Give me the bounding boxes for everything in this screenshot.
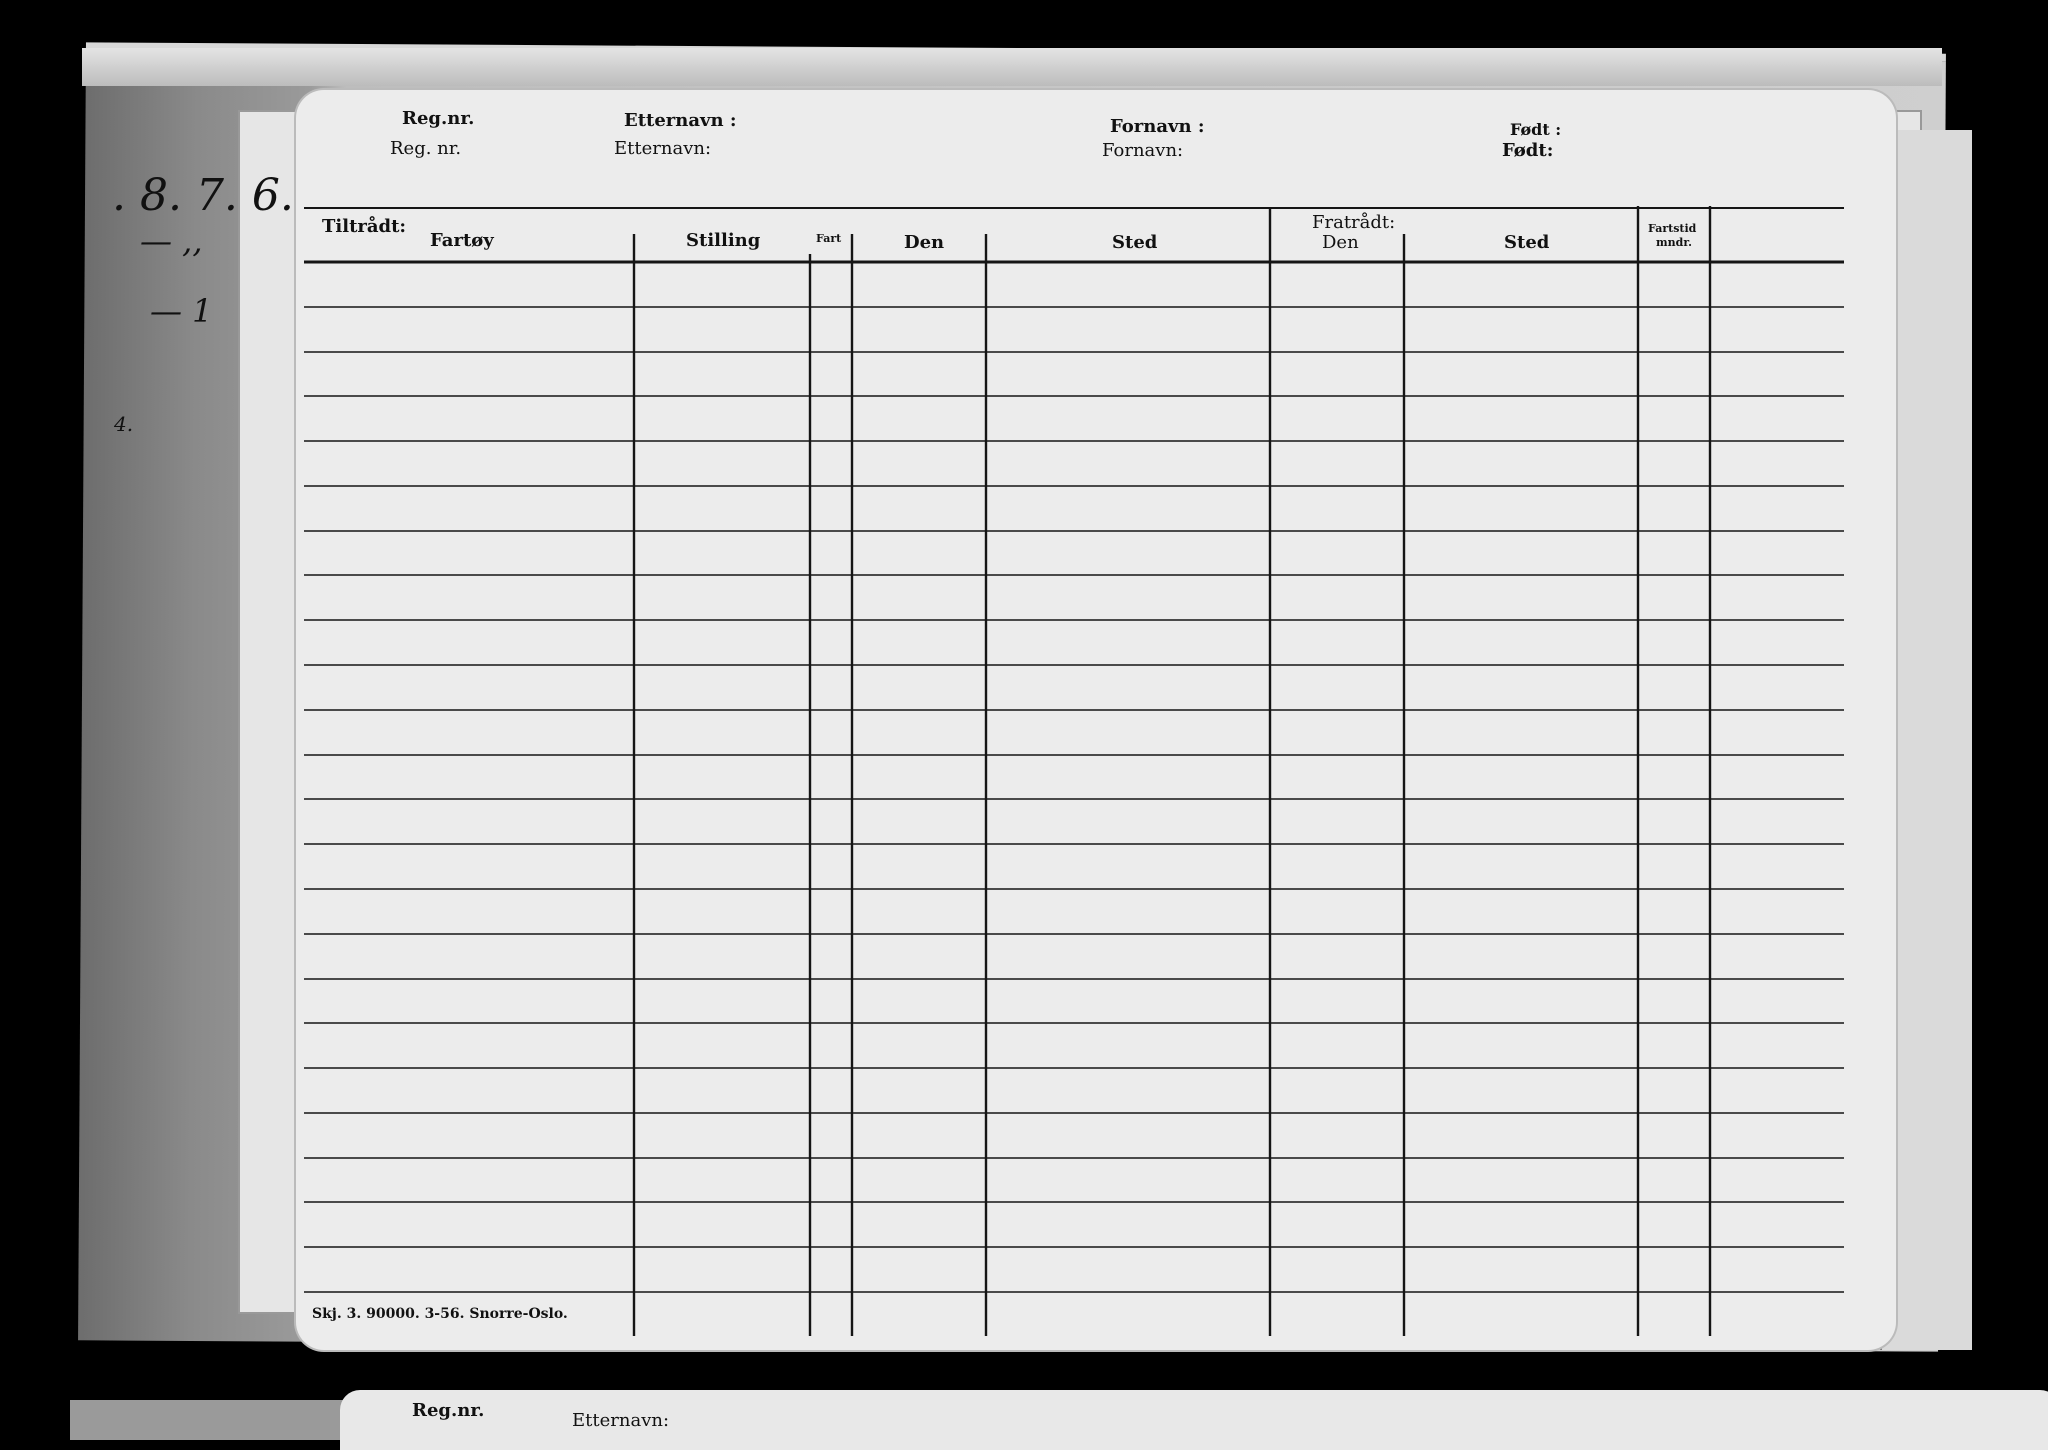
handwritten-mark: — 1 — [150, 292, 213, 330]
fornavn-label: Fornavn: — [1102, 140, 1184, 161]
handwritten-mark: — ,, — [140, 222, 203, 260]
col-den-fratradt: Den — [1322, 232, 1359, 253]
col-fart: Fart — [816, 232, 842, 245]
handwritten-mark: 4. — [114, 412, 134, 436]
fodt-label-top: Født : — [1510, 120, 1562, 139]
reg-nr-label: Reg. nr. — [390, 138, 462, 159]
col-den-tiltradt: Den — [904, 232, 945, 253]
fornavn-label-top: Fornavn : — [1110, 116, 1205, 137]
col-sted-tiltradt: Sted — [1112, 232, 1158, 253]
col-fartstid-unit: mndr. — [1656, 236, 1692, 249]
bottom-etternavn-label: Etternavn: — [572, 1410, 670, 1431]
tiltradt-label: Tiltrådt: — [322, 216, 407, 237]
col-sted-fratradt: Sted — [1504, 232, 1550, 253]
print-note: Skj. 3. 90000. 3-56. Snorre-Oslo. — [312, 1306, 568, 1322]
col-fartoy: Fartøy — [430, 230, 494, 251]
fodt-label: Født: — [1502, 140, 1554, 161]
etternavn-label-top: Etternavn : — [624, 110, 737, 131]
reg-nr-label-top: Reg.nr. — [402, 108, 475, 129]
bottom-reg-nr-label: Reg.nr. — [412, 1400, 485, 1421]
etternavn-label: Etternavn: — [614, 138, 712, 159]
col-fartstid: Fartstid — [1648, 222, 1697, 235]
handwritten-mark: . 8. 7. 6. — [112, 170, 294, 221]
fratradt-label: Fratrådt: — [1312, 212, 1396, 233]
col-stilling: Stilling — [686, 230, 761, 251]
